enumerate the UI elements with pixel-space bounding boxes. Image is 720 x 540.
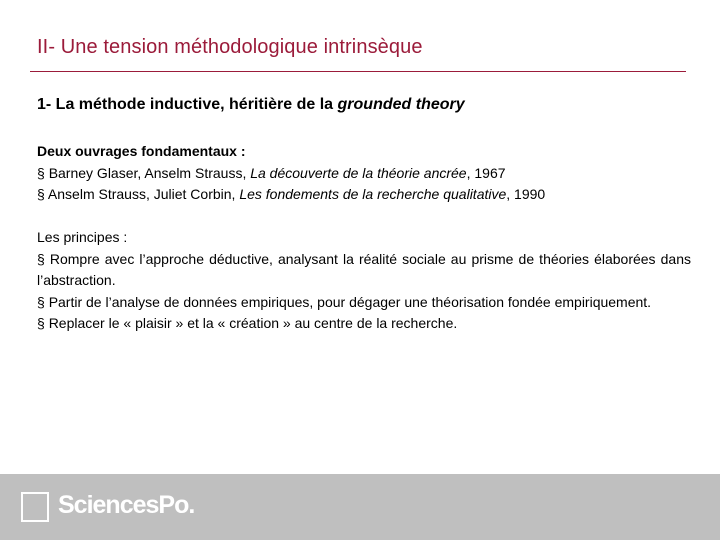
bullet-icon: § xyxy=(37,250,45,267)
title-divider xyxy=(30,71,686,72)
works-heading: Deux ouvrages fondamentaux : xyxy=(37,143,246,159)
subtitle-text: 1- La méthode inductive, héritière de la xyxy=(37,96,338,113)
list-item xyxy=(37,313,691,335)
bullet-icon: § xyxy=(37,164,45,181)
book-title: La découverte de la théorie ancrée xyxy=(250,164,467,181)
principle-text: Rompre avec l’approche déductive, analysant la réalité sociale au prisme de théories élaborées dans l’abstraction. xyxy=(37,250,691,288)
sciencespo-logo: SciencesPo. xyxy=(58,491,195,519)
authors: Barney Glaser, Anselm Strauss, xyxy=(48,164,251,181)
principle-text: Partir de l’analyse de données empiriques, pour dégager une théorisation fondée empiriquement. xyxy=(48,293,652,310)
subtitle-italic: grounded theory xyxy=(337,96,465,113)
list-item xyxy=(37,163,691,185)
principles-block xyxy=(37,227,691,335)
bullet-icon: § xyxy=(37,186,45,202)
year: , 1990 xyxy=(506,186,546,202)
authors: Anselm Strauss, Juliet Corbin, xyxy=(47,186,240,202)
year: , 1967 xyxy=(466,164,506,181)
footer-bar xyxy=(0,474,720,540)
section-subtitle xyxy=(37,96,465,114)
list-item xyxy=(37,292,691,314)
sciencespo-emblem-icon xyxy=(21,492,49,522)
slide-title: II- Une tension méthodologique intrinsèque xyxy=(37,36,423,58)
list-item xyxy=(37,249,691,292)
list-item xyxy=(37,184,691,206)
principles-heading: Les principes : xyxy=(37,229,128,245)
bullet-icon: § xyxy=(37,293,45,310)
works-block xyxy=(37,141,691,206)
principle-text: Replacer le « plaisir » et la « création » au centre de la recherche. xyxy=(48,315,458,331)
book-title: Les fondements de la recherche qualitative xyxy=(239,186,507,202)
bullet-icon: § xyxy=(37,315,45,331)
